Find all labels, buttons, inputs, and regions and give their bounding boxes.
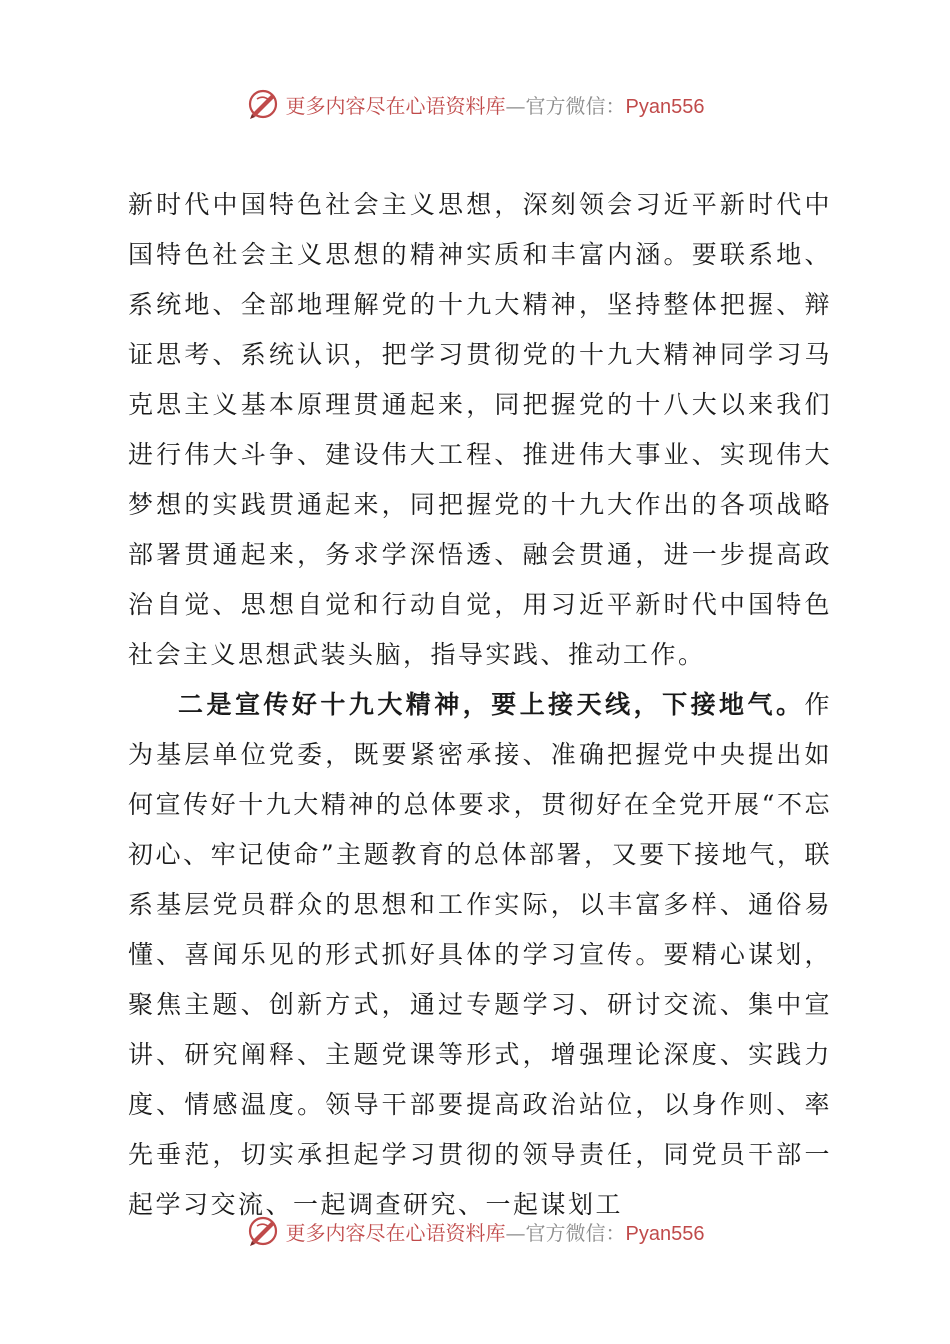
footer-watermark bbox=[0, 1211, 950, 1251]
watermark-separator: — bbox=[505, 93, 526, 118]
paragraph-continuation: 新时代中国特色社会主义思想，深刻领会习近平新时代中国特色社会主义思想的精神实质和丰富内涵。要联系地、系统地、全部地理解党的十九大精神，坚持整体把握、辩证思考、系统认识，把学习贯彻党的十九大精神同学习马克思主义基本原理贯通起来，同把握党的十八大以来我们进行伟大斗争、建设伟大工程、推进伟大事业、实现伟大梦想的实践贯通起来，同把握党的十九大作出的各项战略部署贯通起来，务求学深悟透、融会贯通，进一步提高政治自觉、思想自觉和行动自觉，用习近平新时代中国特色社会主义思想武装头脑，指导实践、推动工作。 bbox=[128, 190, 832, 669]
pen-logo-icon bbox=[246, 1214, 280, 1248]
header-watermark bbox=[0, 84, 950, 124]
watermark-label: 官方微信： bbox=[525, 1220, 626, 1245]
paragraph-two-lead: 二是宣传好十九大精神，要上接天线，下接地气。 bbox=[178, 690, 805, 719]
paragraph-two bbox=[128, 680, 832, 1230]
document-body bbox=[128, 180, 832, 1230]
watermark-account: Pyan556 bbox=[625, 95, 705, 118]
paragraph-two-body: 作为基层单位党委，既要紧密承接、准确把握党中央提出如何宣传好十九大精神的总体要求，贯彻好在全党开展“不忘初心、牢记使命”主题教育的总体部署，又要下接地气，联系基层党员群众的思想和工作实际，以丰富多样、通俗易懂、喜闻乐见的形式抓好具体的学习宣传。要精心谋划，聚焦主题、创新方式，通过专题学习、研讨交流、集中宣讲、研究阐释、主题党课等形式，增强理论深度、实践力度、情感温度。领导干部要提高政治站位，以身作则、率先垂范，切实承担起学习贯彻的领导责任，同党员干部一起学习交流、一起调查研究、一起谋划工 bbox=[128, 690, 832, 1219]
watermark-separator: — bbox=[505, 1220, 526, 1245]
watermark-brand: 更多内容尽在心语资料库 bbox=[285, 93, 506, 118]
watermark-label: 官方微信： bbox=[525, 93, 626, 118]
watermark-text bbox=[286, 90, 705, 119]
watermark-text bbox=[286, 1217, 705, 1246]
watermark-brand: 更多内容尽在心语资料库 bbox=[285, 1220, 506, 1245]
pen-logo-icon bbox=[246, 87, 280, 121]
watermark-account: Pyan556 bbox=[625, 1222, 705, 1245]
